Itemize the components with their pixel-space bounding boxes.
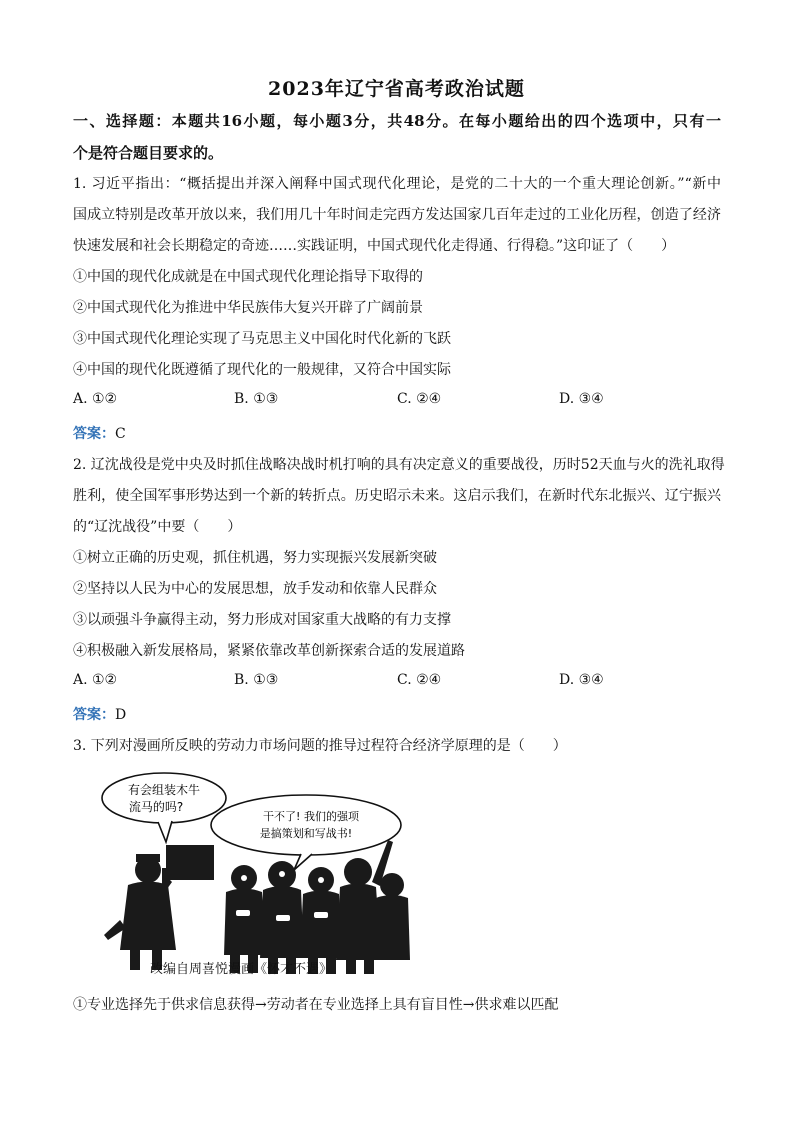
q1-answer-label: 答案： [73, 426, 115, 442]
q2-stem-line3: 的“辽沈战役”中要（ ） [73, 519, 242, 535]
sign-board [166, 845, 214, 880]
q2-item-1: ①树立正确的历史观，抓住机遇，努力实现振兴发展新突破 [73, 550, 437, 566]
cartoon-caption: 改编自周喜悦漫画《怀才不遇》 [150, 962, 333, 977]
speech-bubble-left-line2: 流马的吗? [128, 800, 184, 814]
q1-item-1: ①中国的现代化成就是在中国式现代化理论指导下取得的 [73, 269, 423, 285]
q1-item-2: ②中国式现代化为推进中华民族伟大复兴开辟了广阔前景 [73, 300, 423, 316]
q1-option-d: D. ③④ [559, 391, 604, 407]
q2-item-2: ②坚持以人民为中心的发展思想，放手发动和依靠人民群众 [73, 581, 437, 597]
job-seekers-group [224, 840, 410, 974]
q1-stem-line2: 国成立特别是改革开放以来，我们用几十年时间走完西方发达国家几百年走过的工业化历程，创造了经济 [73, 207, 721, 223]
q1-answer-value: C [115, 426, 126, 442]
q1-option-b: B. ①③ [234, 391, 279, 407]
q1-item-3: ③中国式现代化理论实现了马克思主义中国化时代化新的飞跃 [73, 331, 451, 347]
q3-stem: 3. 下列对漫画所反映的劳动力市场问题的推导过程符合经济学原理的是（ ） [73, 738, 567, 754]
q1-option-a: A. ①② [73, 391, 118, 407]
speech-bubble-right [211, 795, 401, 855]
q2-answer-label: 答案： [73, 707, 115, 723]
page-title: 2023年辽宁省高考政治试题 [268, 78, 525, 100]
q2-option-d: D. ③④ [559, 672, 604, 688]
q2-answer-value: D [115, 707, 127, 723]
speech-bubble-left [102, 773, 226, 823]
q2-option-a: A. ①② [73, 672, 118, 688]
speech-bubble-left-line1: 有会组装木牛 [127, 783, 201, 797]
section-heading-line1: 一、选择题：本题共16小题，每小题3分，共48分。在每小题给出的四个选项中，只有一 [73, 112, 721, 130]
q2-stem-line2: 胜利，使全国军事形势达到一个新的转折点。历史昭示未来。这启示我们，在新时代东北振兴、辽宁振兴 [73, 488, 721, 504]
q1-option-c: C. ②④ [397, 391, 442, 407]
cartoon-image [96, 770, 426, 985]
q1-item-4: ④中国的现代化既遵循了现代化的一般规律，又符合中国实际 [73, 362, 451, 378]
q2-stem-line1: 2. 辽沈战役是党中央及时抓住战略决战时机打响的具有决定意义的重要战役，历时52天血与火的洗礼取得 [73, 457, 725, 473]
q2-item-3: ③以顽强斗争赢得主动，努力形成对国家重大战略的有力支撑 [73, 612, 451, 628]
q2-option-c: C. ②④ [397, 672, 442, 688]
q2-item-4: ④积极融入新发展格局，紧紧依靠改革创新探索合适的发展道路 [73, 643, 465, 659]
speech-bubble-right-line1: 干不了! 我们的强项 [263, 810, 359, 823]
q3-item-1: ①专业选择先于供求信息获得→劳动者在专业选择上具有盲目性→供求难以匹配 [73, 997, 559, 1013]
section-heading-line2: 个是符合题目要求的。 [73, 144, 224, 162]
q2-option-b: B. ①③ [234, 672, 279, 688]
q2-answer [73, 704, 126, 724]
q1-stem-line3: 快速发展和社会长期稳定的奇迹……实践证明，中国式现代化走得通、行得稳。”这印证了（ ） [73, 238, 676, 254]
q1-answer [73, 423, 126, 443]
q1-stem-line1: 1. 习近平指出：“概括提出并深入阐释中国式现代化理论，是党的二十大的一个重大理论创新。”“新中 [73, 176, 721, 192]
speech-bubble-right-line2: 是搞策划和写战书! [259, 827, 353, 840]
